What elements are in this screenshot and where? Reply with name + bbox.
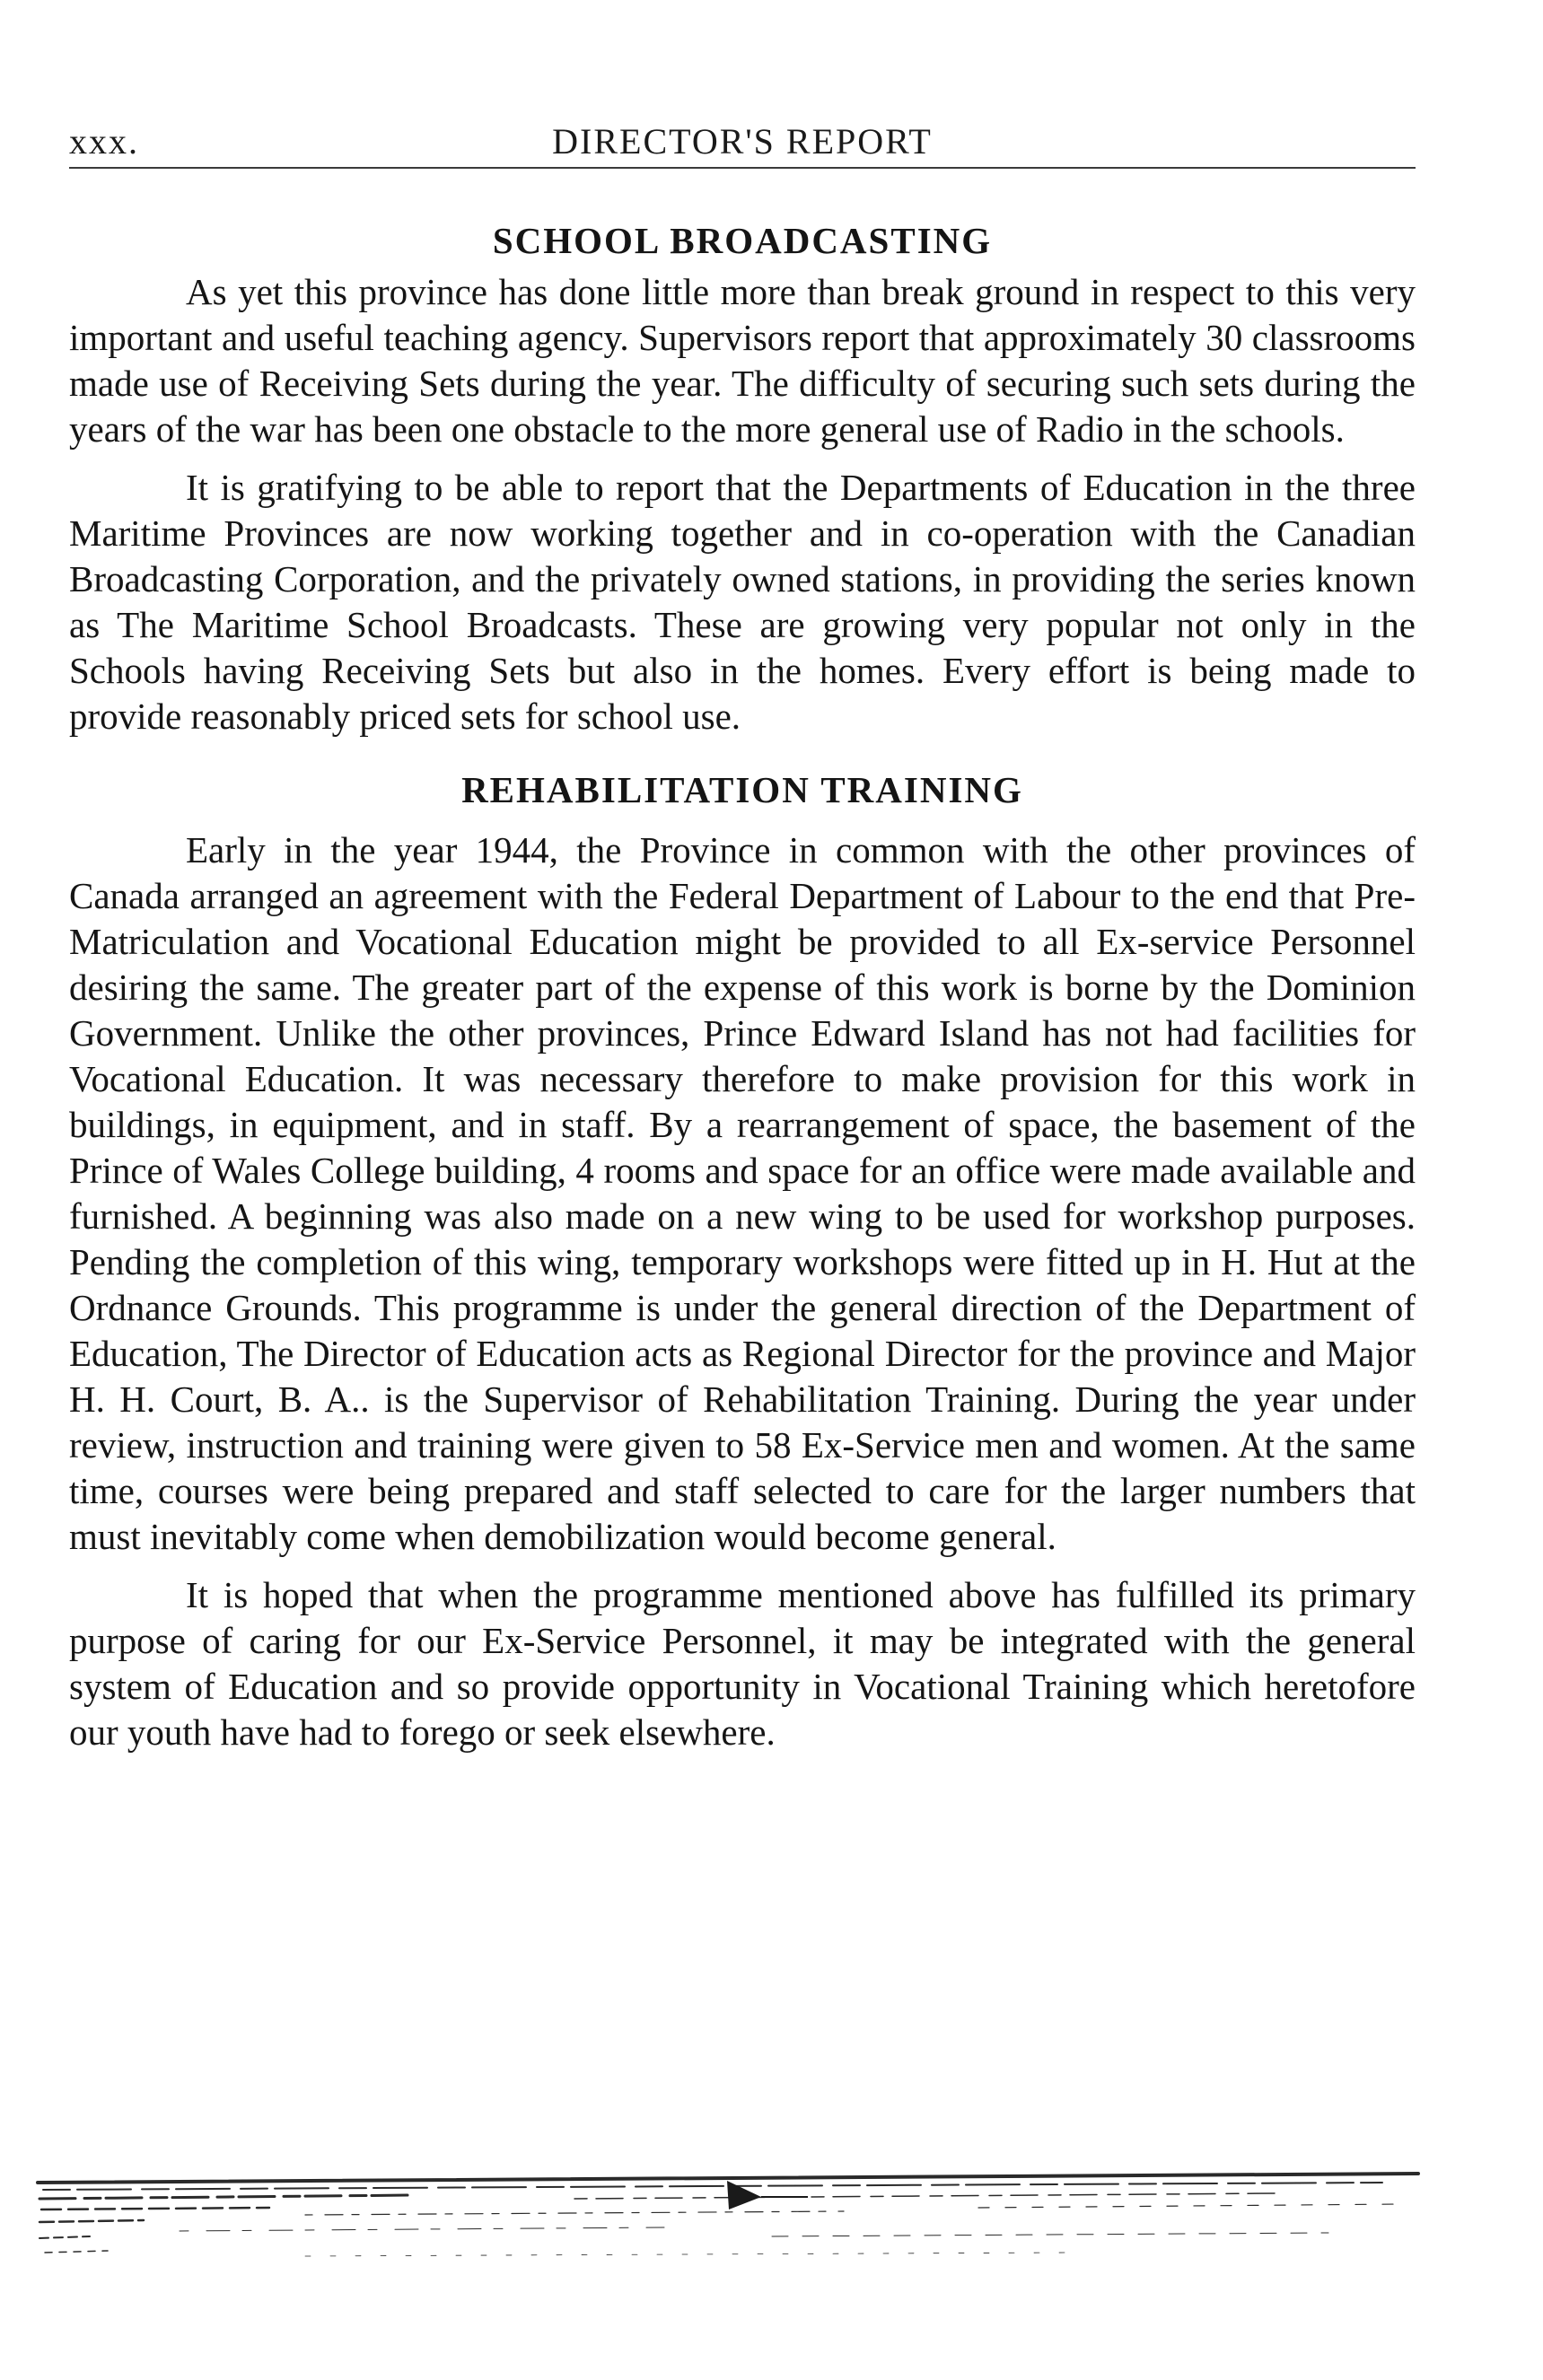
report-body (69, 215, 1416, 1755)
section-heading-school-broadcasting: SCHOOL BROADCASTING (492, 220, 993, 261)
running-title: DIRECTOR'S REPORT (552, 121, 933, 162)
paragraph-school-broadcasting-1: As yet this province has done little more than break ground in respect to this very important and useful teaching agency. Supervisors report that approximately 30 classrooms made use of Receiving Sets during the year. The difficulty of securing such sets during the years of the war has been one obstacle to the more general use of Radio in the schools. (69, 271, 1416, 450)
running-head (69, 115, 1416, 169)
paragraph-rehabilitation-training-1: Early in the year 1944, the Province in common with the other provinces of Canada arranged an agreement with the Federal Department of Labour to the end that Pre-Matriculation and Vocational Education might be provided to all Ex-service Personnel desiring the same. The greater part of the expense of this work is borne by the Dominion Government. Unlike the other provinces, Prince Edward Island has not had facilities for Vocational Education. It was necessary therefore to make provision for this work in buildings, in equipment, and in staff. By a rearrangement of space, the basement of the Prince of Wales College building, 4 rooms and space for an office were made available and furnished. A beginning was also made on a new wing to be used for workshop purposes. Pending the completion of this wing, temporary workshops were fitted up in H. Hut at the Ordnance Grounds. This programme is under the general direction of the Department of Education, The Director of Education acts as Regional Director for the province and Major H. H. Court, B. A.. is the Supervisor of Rehabilitation Training. During the year under review, instruction and training were given to 58 Ex-Service men and women. At the same time, courses were being prepared and staff selected to care for the larger numbers that must inevitably come when demobilization would become general. (69, 829, 1416, 1557)
page-number: xxx. (69, 121, 139, 162)
header-rule (69, 167, 1416, 169)
paragraph-school-broadcasting-2: It is gratifying to be able to report that the Departments of Education in the three Maritime Provinces are now working together and in co-operation with the Canadian Broadcasting Corporation, and the privately owned stations, in providing the series known as The Maritime School Broadcasts. These are growing very popular not only in the Schools having Receiving Sets but also in the homes. Every effort is being made to provide reasonably priced sets for school use. (69, 467, 1416, 737)
paragraph-rehabilitation-training-2: It is hoped that when the programme mentioned above has fulfilled its primary purpose of caring for our Ex-Service Personnel, it may be integrated with the general system of Education and so provide opportunity in Vocational Training which heretofore our youth have had to forego or seek elsewhere. (69, 1574, 1416, 1753)
section-heading-rehabilitation-training: REHABILITATION TRAINING (461, 769, 1023, 810)
end-ornament (36, 2163, 1436, 2271)
